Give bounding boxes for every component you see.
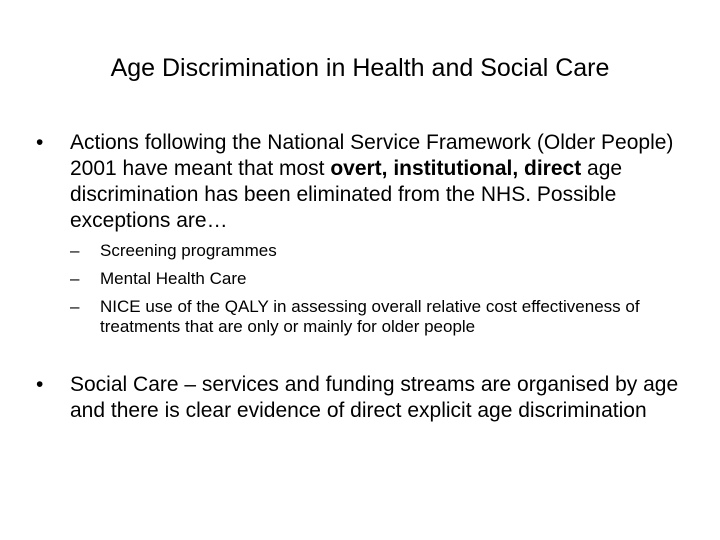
bullet-text	[70, 130, 686, 234]
bullet-marker: •	[36, 131, 44, 154]
dash-marker: –	[70, 269, 80, 288]
sub-item-mental-health	[70, 269, 680, 289]
bullet-text-emphasis: overt, institutional, direct	[330, 157, 582, 180]
sub-item-text: NICE use of the QALY in assessing overall relative cost effectiveness of treatments that are only or mainly for older people	[100, 297, 640, 336]
bullet-item-nhs	[36, 130, 686, 234]
bullet-text-part: Actions following the National Service Framework (Older People) 2001 have meant that most	[70, 131, 674, 180]
slide-title: Age Discrimination in Health and Social Care	[110, 54, 610, 82]
sub-item-nice-qaly	[70, 297, 680, 337]
bullet-marker: •	[36, 373, 44, 396]
bullet-text: Social Care – services and funding streams are organised by age and there is clear evidence of direct explicit age discrimination	[70, 373, 679, 422]
dash-marker: –	[70, 241, 80, 260]
sub-item-text: Screening programmes	[100, 241, 277, 260]
dash-marker: –	[70, 297, 80, 316]
sub-item-text: Mental Health Care	[100, 269, 247, 288]
sub-item-screening	[70, 241, 680, 261]
bullet-text-part: age discrimination has been eliminated from the NHS. Possible exceptions are…	[70, 157, 623, 232]
bullet-item-social-care	[36, 372, 686, 424]
